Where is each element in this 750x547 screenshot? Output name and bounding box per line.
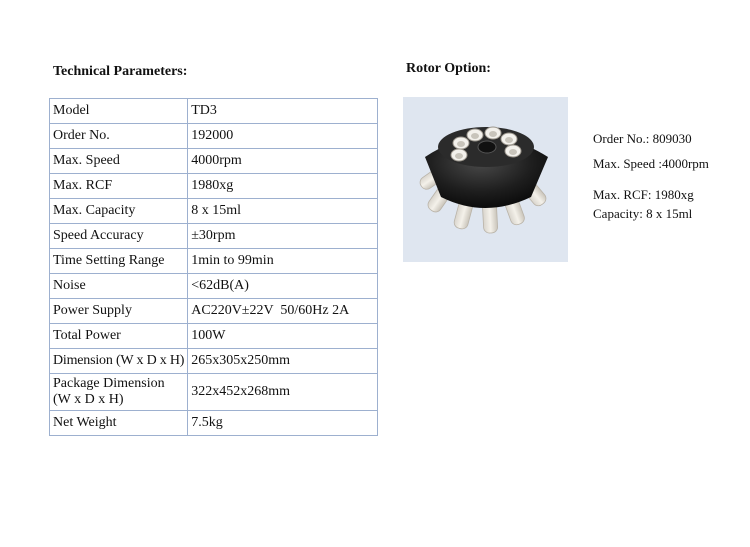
rotor-max-speed: Max. Speed :4000rpm <box>593 156 709 171</box>
param-label: Dimension (W x D x H) <box>50 349 188 374</box>
table-row <box>50 324 378 349</box>
param-value: 1980xg <box>188 174 378 199</box>
table-row <box>50 249 378 274</box>
param-value: 8 x 15ml <box>188 199 378 224</box>
table-row <box>50 124 378 149</box>
param-label-line2: (W x D x H) <box>53 392 124 407</box>
param-value: 192000 <box>188 124 378 149</box>
param-label: Speed Accuracy <box>50 224 188 249</box>
param-label: Max. RCF <box>50 174 188 199</box>
table-row <box>50 374 378 411</box>
param-value: 100W <box>188 324 378 349</box>
param-label: Noise <box>50 274 188 299</box>
param-label: Max. Capacity <box>50 199 188 224</box>
param-label-line1: Package Dimension <box>53 376 165 391</box>
table-row <box>50 99 378 124</box>
table-row <box>50 224 378 249</box>
param-label <box>50 374 188 411</box>
technical-parameters-table <box>49 98 378 436</box>
table-row <box>50 199 378 224</box>
param-value: TD3 <box>188 99 378 124</box>
param-value: ±30rpm <box>188 224 378 249</box>
param-label: Time Setting Range <box>50 249 188 274</box>
param-value: 322x452x268mm <box>188 374 378 411</box>
param-value: AC220V±22V 50/60Hz 2A <box>188 299 378 324</box>
param-value: 265x305x250mm <box>188 349 378 374</box>
param-label: Power Supply <box>50 299 188 324</box>
table-row <box>50 299 378 324</box>
table-row <box>50 149 378 174</box>
rotor-option-heading: Rotor Option: <box>406 61 491 76</box>
param-value: 7.5kg <box>188 411 378 436</box>
rotor-capacity: Capacity: 8 x 15ml <box>593 206 693 221</box>
param-label: Net Weight <box>50 411 188 436</box>
param-value: <62dB(A) <box>188 274 378 299</box>
param-label: Total Power <box>50 324 188 349</box>
table-row <box>50 174 378 199</box>
rotor-order-no: Order No.: 809030 <box>593 131 692 146</box>
param-label: Model <box>50 99 188 124</box>
param-label: Max. Speed <box>50 149 188 174</box>
param-label: Order No. <box>50 124 188 149</box>
table-row <box>50 274 378 299</box>
rotor-illustration <box>403 97 568 262</box>
rotor-photo <box>403 97 568 262</box>
table-row <box>50 349 378 374</box>
table-row <box>50 411 378 436</box>
rotor-max-rcf: Max. RCF: 1980xg <box>593 187 694 202</box>
param-value: 4000rpm <box>188 149 378 174</box>
param-value: 1min to 99min <box>188 249 378 274</box>
technical-parameters-heading: Technical Parameters: <box>53 64 188 79</box>
